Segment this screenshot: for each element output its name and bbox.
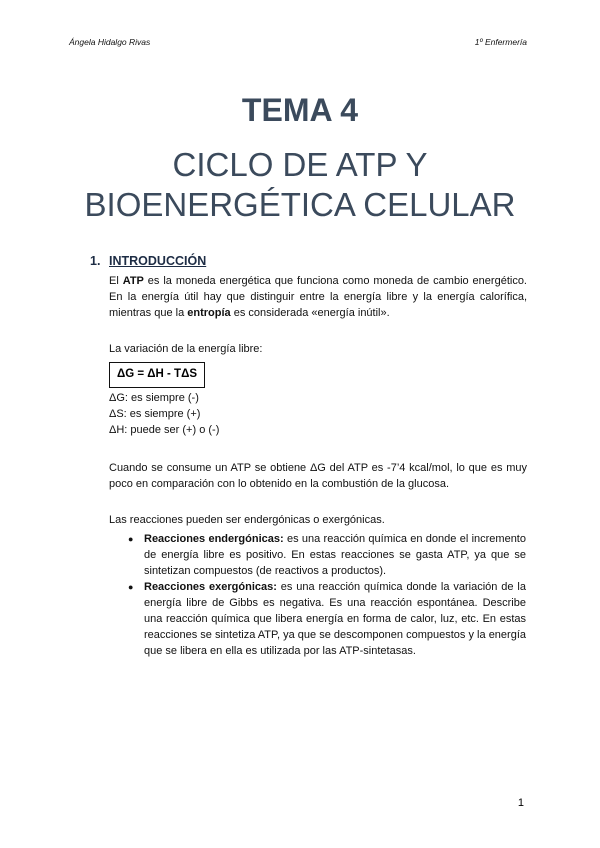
bullet-icon: ● [128,582,134,592]
section-heading [90,254,206,268]
entropia-term: entropía [187,307,231,319]
delta-h-line: ΔH: puede ser (+) o (-) [109,424,220,436]
subtitle-line-1: CICLO DE ATP Y [172,146,428,183]
intro-text-c: es considerada «energía inútil». [230,307,390,319]
atp-term: ATP [122,275,144,287]
page-subtitle [0,145,600,225]
list-item [128,579,526,659]
reactions-list [128,531,526,659]
list-item-term: Reacciones exergónicas: [144,581,277,593]
bullet-icon: ● [128,534,134,544]
delta-s-line: ΔS: es siempre (+) [109,408,201,420]
free-energy-label: La variación de la energía libre: [109,343,263,355]
list-item [128,531,526,579]
page-number: 1 [517,797,524,809]
header-course: 1º Enfermería [474,37,527,47]
reactions-intro: Las reacciones pueden ser endergónicas o exergónicas. [109,514,385,526]
intro-text-a: El [109,275,123,287]
header-author: Ángela Hidalgo Rivas [69,37,151,47]
atp-paragraph: Cuando se consume un ATP se obtiene ΔG del ATP es -7’4 kcal/mol, lo que es muy poco en comparación con lo obtenido en la combustión de la glucosa. [109,462,527,490]
section-title: INTRODUCCIÓN [109,254,207,268]
formula-box: ΔG = ΔH - TΔS [109,362,205,388]
subtitle-line-2: BIOENERGÉTICA CELULAR [84,186,516,223]
intro-paragraph [109,273,527,321]
section-number: 1. [90,254,101,268]
list-item-term: Reacciones endergónicas: [144,533,284,545]
intro-text-b: es la moneda energética que funciona como moneda de cambio energético. En la energía útil hay que distinguir entre la energía libre y la energía calorífica, mientras que la [109,275,527,319]
list-item-text: es una reacción química en donde el incremento de energía libre es positivo. En estas reacciones se gasta ATP, ya que se sintetizan compuestos (de reactivos a productos). [144,533,526,577]
page-title: TEMA 4 [241,92,359,128]
delta-g-line: ΔG: es siempre (-) [109,392,199,404]
list-item-text: es una reacción química donde la variación de la energía libre de Gibbs es negativa. Es una reacción espontánea. Describe una reacción química que libera energía en forma de calor, luz, etc. En estas reacciones se sintetiza ATP, ya que se descomponen compuestos y la energía que se libera en ella es utilizada por las ATP-sintetasas. [144,581,526,657]
